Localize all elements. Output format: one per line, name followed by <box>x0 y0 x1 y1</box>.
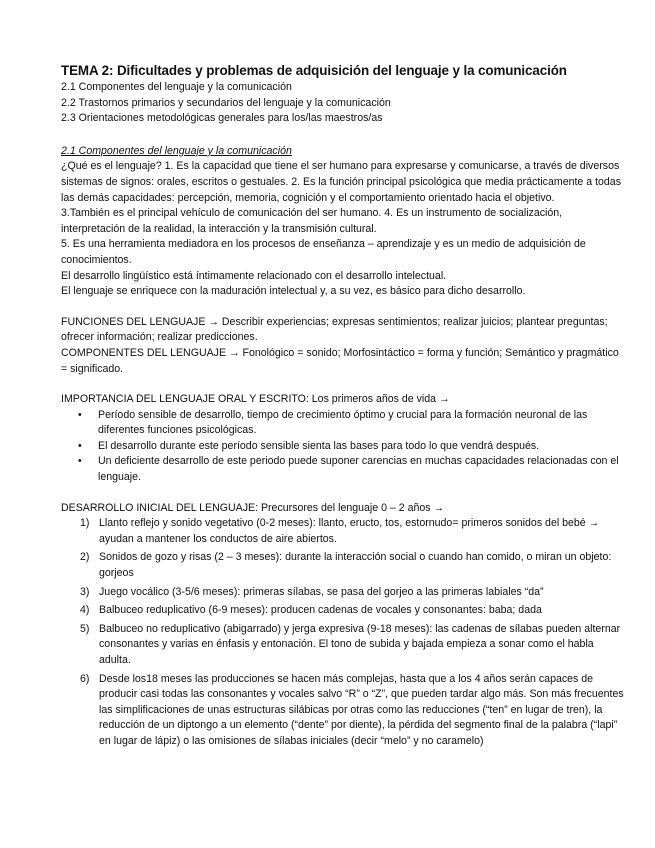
section-heading: 2.1 Componentes del lenguaje y la comunicación <box>61 144 292 157</box>
importancia-list <box>61 408 625 486</box>
list-number: 4) <box>80 604 90 617</box>
toc-item: 2.3 Orientaciones metodológicas generales para los/las maestros/as <box>61 112 383 125</box>
funciones-paragraph: FUNCIONES DEL LENGUAJE → Describir experiencias; expresas sentimientos; realizar juicios; plantear preguntas; ofrecer información; realizar predicciones. <box>61 315 608 344</box>
intro-paragraph: ¿Qué es el lenguaje? 1. Es la capacidad que tiene el ser humano para expresarse y comunicarse, a través de diversos sistemas de signos: orales, escritos o gestuales. 2. Es la función principal psicológica que media prácticamente a todas las demás capacidades: percepción, memoria, cognición y el comportamiento orientado hacia el objetivo. <box>61 160 621 204</box>
desarrollo-block <box>61 501 625 750</box>
desarrollo-heading: DESARROLLO INICIAL DEL LENGUAJE: Precursores del lenguaje 0 – 2 años → <box>61 501 445 514</box>
list-number: 6) <box>80 672 90 685</box>
componentes-paragraph: COMPONENTES DEL LENGUAJE → Fonológico = sonido; Morfosintáctico = forma y función; Semántico y pragmático = significado. <box>61 346 619 375</box>
intro-paragraph: El desarrollo lingüístico está íntimamente relacionado con el desarrollo intelectual. <box>61 269 447 282</box>
intro-block <box>61 159 625 299</box>
list-item <box>61 622 625 669</box>
list-item <box>61 672 625 750</box>
intro-paragraph: El lenguaje se enriquece con la maduración intelectual y, a su vez, es básico para dicho desarrollo. <box>61 285 526 298</box>
list-item <box>61 585 625 601</box>
list-item: • Un deficiente desarrollo de este periodo puede suponer carencias en muchas capacidades relacionadas con el lenguaje. <box>61 454 625 485</box>
list-item: • El desarrollo durante este período sensible sienta las bases para todo lo que vendrá después. <box>61 439 625 455</box>
toc-item: 2.1 Componentes del lenguaje y la comunicación <box>61 81 292 93</box>
table-of-contents <box>61 80 625 127</box>
list-text: Llanto reflejo y sonido vegetativo (0-2 meses): llanto, eructo, tos, estornudo= primeros sonidos del bebé → ayudan a mantener los conductos de aire abiertos. <box>99 517 600 545</box>
list-text: Desde los18 meses las producciones se hacen más complejas, hasta que a los 4 años serán capaces de producir casi todas las consonantes y vocales salvo “R” o “Z”, que pueden tardar algo más. Son más frecuentes las simplificaciones de unas estructuras silábicas por otras como las reducciones (“ten” en lugar de tren), la reducción de un diptongo a un elemento (“dente” por diente), la pérdida del segmento final de la palabra (“lapi” en lugar de lápiz) o las omisiones de sílabas iniciales (decir “melo” y no caramelo) <box>99 672 624 747</box>
list-text: Balbuceo reduplicativo (6-9 meses): producen cadenas de vocales y consonantes: baba; dada <box>99 604 542 617</box>
list-item <box>61 603 625 619</box>
desarrollo-list <box>61 516 625 749</box>
list-number: 1) <box>80 517 90 530</box>
intro-paragraph: 5. Es una herramienta mediadora en los procesos de enseñanza – aprendizaje y es un medio de adquisición de conocimientos. <box>61 238 586 266</box>
list-item <box>61 550 625 581</box>
importancia-heading: IMPORTANCIA DEL LENGUAJE ORAL Y ESCRITO: Los primeros años de vida → <box>61 393 450 406</box>
list-item <box>61 516 625 547</box>
funciones-block <box>61 315 625 377</box>
intro-paragraph: 3.También es el principal vehículo de comunicación del ser humano. 4. Es un instrumento de socialización, interpretación de la realidad, la interacción y la transmisión cultural. <box>61 207 563 235</box>
list-number: 2) <box>80 551 90 564</box>
document-title: TEMA 2: Dificultades y problemas de adquisición del lenguaje y la comunicación <box>61 63 567 78</box>
list-text: Juego vocálico (3-5/6 meses): primeras sílabas, se pasa del gorjeo a las primeras labiales “da” <box>99 585 544 598</box>
list-text: Balbuceo no reduplicativo (abigarrado) y jerga expresiva (9-18 meses): las cadenas de sílabas pueden alternar consonantes y varias en énfasis y entonación. El tono de subida y bajada empieza a sonar como el habla adulta. <box>99 622 621 666</box>
list-item: • Período sensible de desarrollo, tiempo de crecimiento óptimo y crucial para la formación neuronal de las diferentes funciones psicológicas. <box>61 408 625 439</box>
list-text: Sonidos de gozo y risas (2 – 3 meses): durante la interacción social o cuando han comido, o miran un objeto: gorjeos <box>99 551 612 580</box>
list-number: 3) <box>80 585 90 598</box>
toc-item: 2.2 Trastornos primarios y secundarios del lenguaje y la comunicación <box>61 96 391 109</box>
list-number: 5) <box>80 622 90 635</box>
importancia-block <box>61 392 625 486</box>
